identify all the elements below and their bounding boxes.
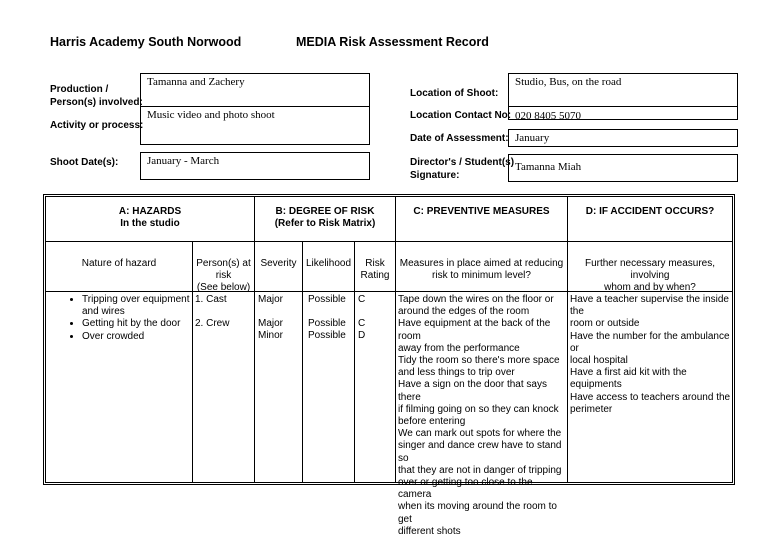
list-item: Have a teacher supervise the inside the [570, 294, 729, 318]
list-item: Possible [308, 330, 346, 342]
col-divider-likelihood [302, 241, 303, 482]
list-item: We can mark out spots for where the [398, 428, 562, 440]
date-label: Date of Assessment: [410, 133, 509, 144]
section-d-header: D: IF ACCIDENT OCCURS? [585, 206, 715, 217]
hazard-list [66, 294, 207, 343]
rating-values [358, 294, 365, 343]
list-item: Major [258, 318, 284, 330]
persons-list [195, 294, 229, 330]
list-item: Possible [308, 294, 346, 305]
nature-header: Nature of hazard [81, 258, 157, 269]
list-item: Have access to teachers around the [570, 391, 731, 403]
list-item: Have a sign on the door that says there [398, 379, 547, 403]
list-item: local hospital [570, 355, 628, 367]
col-divider-b-c [395, 196, 396, 482]
list-item: • Getting hit by the door [82, 318, 207, 330]
shoot-dates-field[interactable]: January - March [140, 152, 370, 180]
location-field[interactable]: Studio, Bus, on the road [508, 73, 738, 107]
location-label: Location of Shoot: [410, 88, 499, 99]
list-item: over or getting too close to the camera [398, 477, 533, 501]
school-name: Harris Academy South Norwood [50, 35, 242, 49]
list-item: when its moving around the room to get [398, 501, 557, 525]
list-item: if filming going on so they can knock [398, 403, 559, 415]
list-item: away from the performance [398, 342, 520, 354]
list-item: perimeter [570, 403, 613, 415]
signature-field[interactable]: Tamanna Miah [508, 154, 738, 182]
measures-header: Measures in place aimed at reducing risk to minimum level? [399, 258, 564, 282]
list-item: Possible [308, 318, 346, 330]
col-divider-c-d [567, 196, 568, 482]
list-item: • Tripping over equipment and wires [82, 294, 207, 318]
col-divider-a-b [254, 196, 255, 482]
assessment-date-field[interactable]: January [508, 129, 738, 147]
page-title: MEDIA Risk Assessment Record [296, 35, 489, 49]
list-item: Have equipment at the back of the room [398, 318, 551, 342]
preventive-measures [398, 294, 566, 538]
list-item: around the edges of the room [398, 306, 530, 318]
likelihood-header: Likelihood [305, 258, 352, 269]
list-item: Tape down the wires on the floor or [398, 294, 554, 305]
production-field[interactable]: Tamanna and Zachery [140, 73, 370, 107]
list-item: Major [258, 294, 284, 305]
activity-field[interactable]: Music video and photo shoot [140, 106, 370, 145]
list-item: 2. Crew [195, 318, 230, 330]
list-item: that they are not in danger of tripping [398, 464, 562, 476]
list-item: 1. Cast [195, 294, 227, 305]
list-item: D [358, 330, 366, 342]
contact-field[interactable]: 020 8405 5070 [508, 106, 738, 120]
severity-values [258, 294, 283, 343]
section-a-header: A: HAZARDS In the studio [118, 206, 182, 230]
list-item: before entering [398, 416, 466, 428]
section-divider [45, 241, 732, 242]
list-item: C [358, 318, 366, 330]
list-item: Tidy the room so there's more space [398, 355, 560, 367]
list-item: C [358, 294, 366, 305]
activity-label: Activity or process: [50, 120, 144, 131]
list-item: Have a first aid kit with the equipments [570, 367, 687, 391]
accident-measures [570, 294, 732, 416]
severity-header: Severity [260, 258, 297, 269]
list-item: • Over crowded [82, 331, 207, 343]
section-c-header: C: PREVENTIVE MEASURES [413, 206, 550, 217]
shoot-dates-label: Shoot Date(s): [50, 157, 119, 168]
list-item: Have the number for the ambulance or [570, 330, 730, 354]
persons-header: Person(s) at risk (See below) [196, 258, 251, 294]
risk-rating-header: Risk Rating [360, 258, 390, 282]
list-item: room or outside [570, 318, 640, 330]
signature-label: Director's / Student(s) Signature: [410, 157, 515, 181]
production-label: Production / Person(s) involved: [50, 84, 143, 108]
further-header: Further necessary measures, involving whom and by when? [584, 258, 716, 294]
likelihood-values [308, 294, 346, 343]
contact-label: Location Contact No: [410, 110, 512, 121]
list-item: Minor [258, 330, 284, 342]
list-item: different shots [398, 525, 461, 537]
section-b-header: B: DEGREE OF RISK (Refer to Risk Matrix) [274, 206, 376, 230]
list-item: singer and dance crew have to stand so [398, 440, 562, 464]
list-item: and less things to trip over [398, 367, 515, 379]
